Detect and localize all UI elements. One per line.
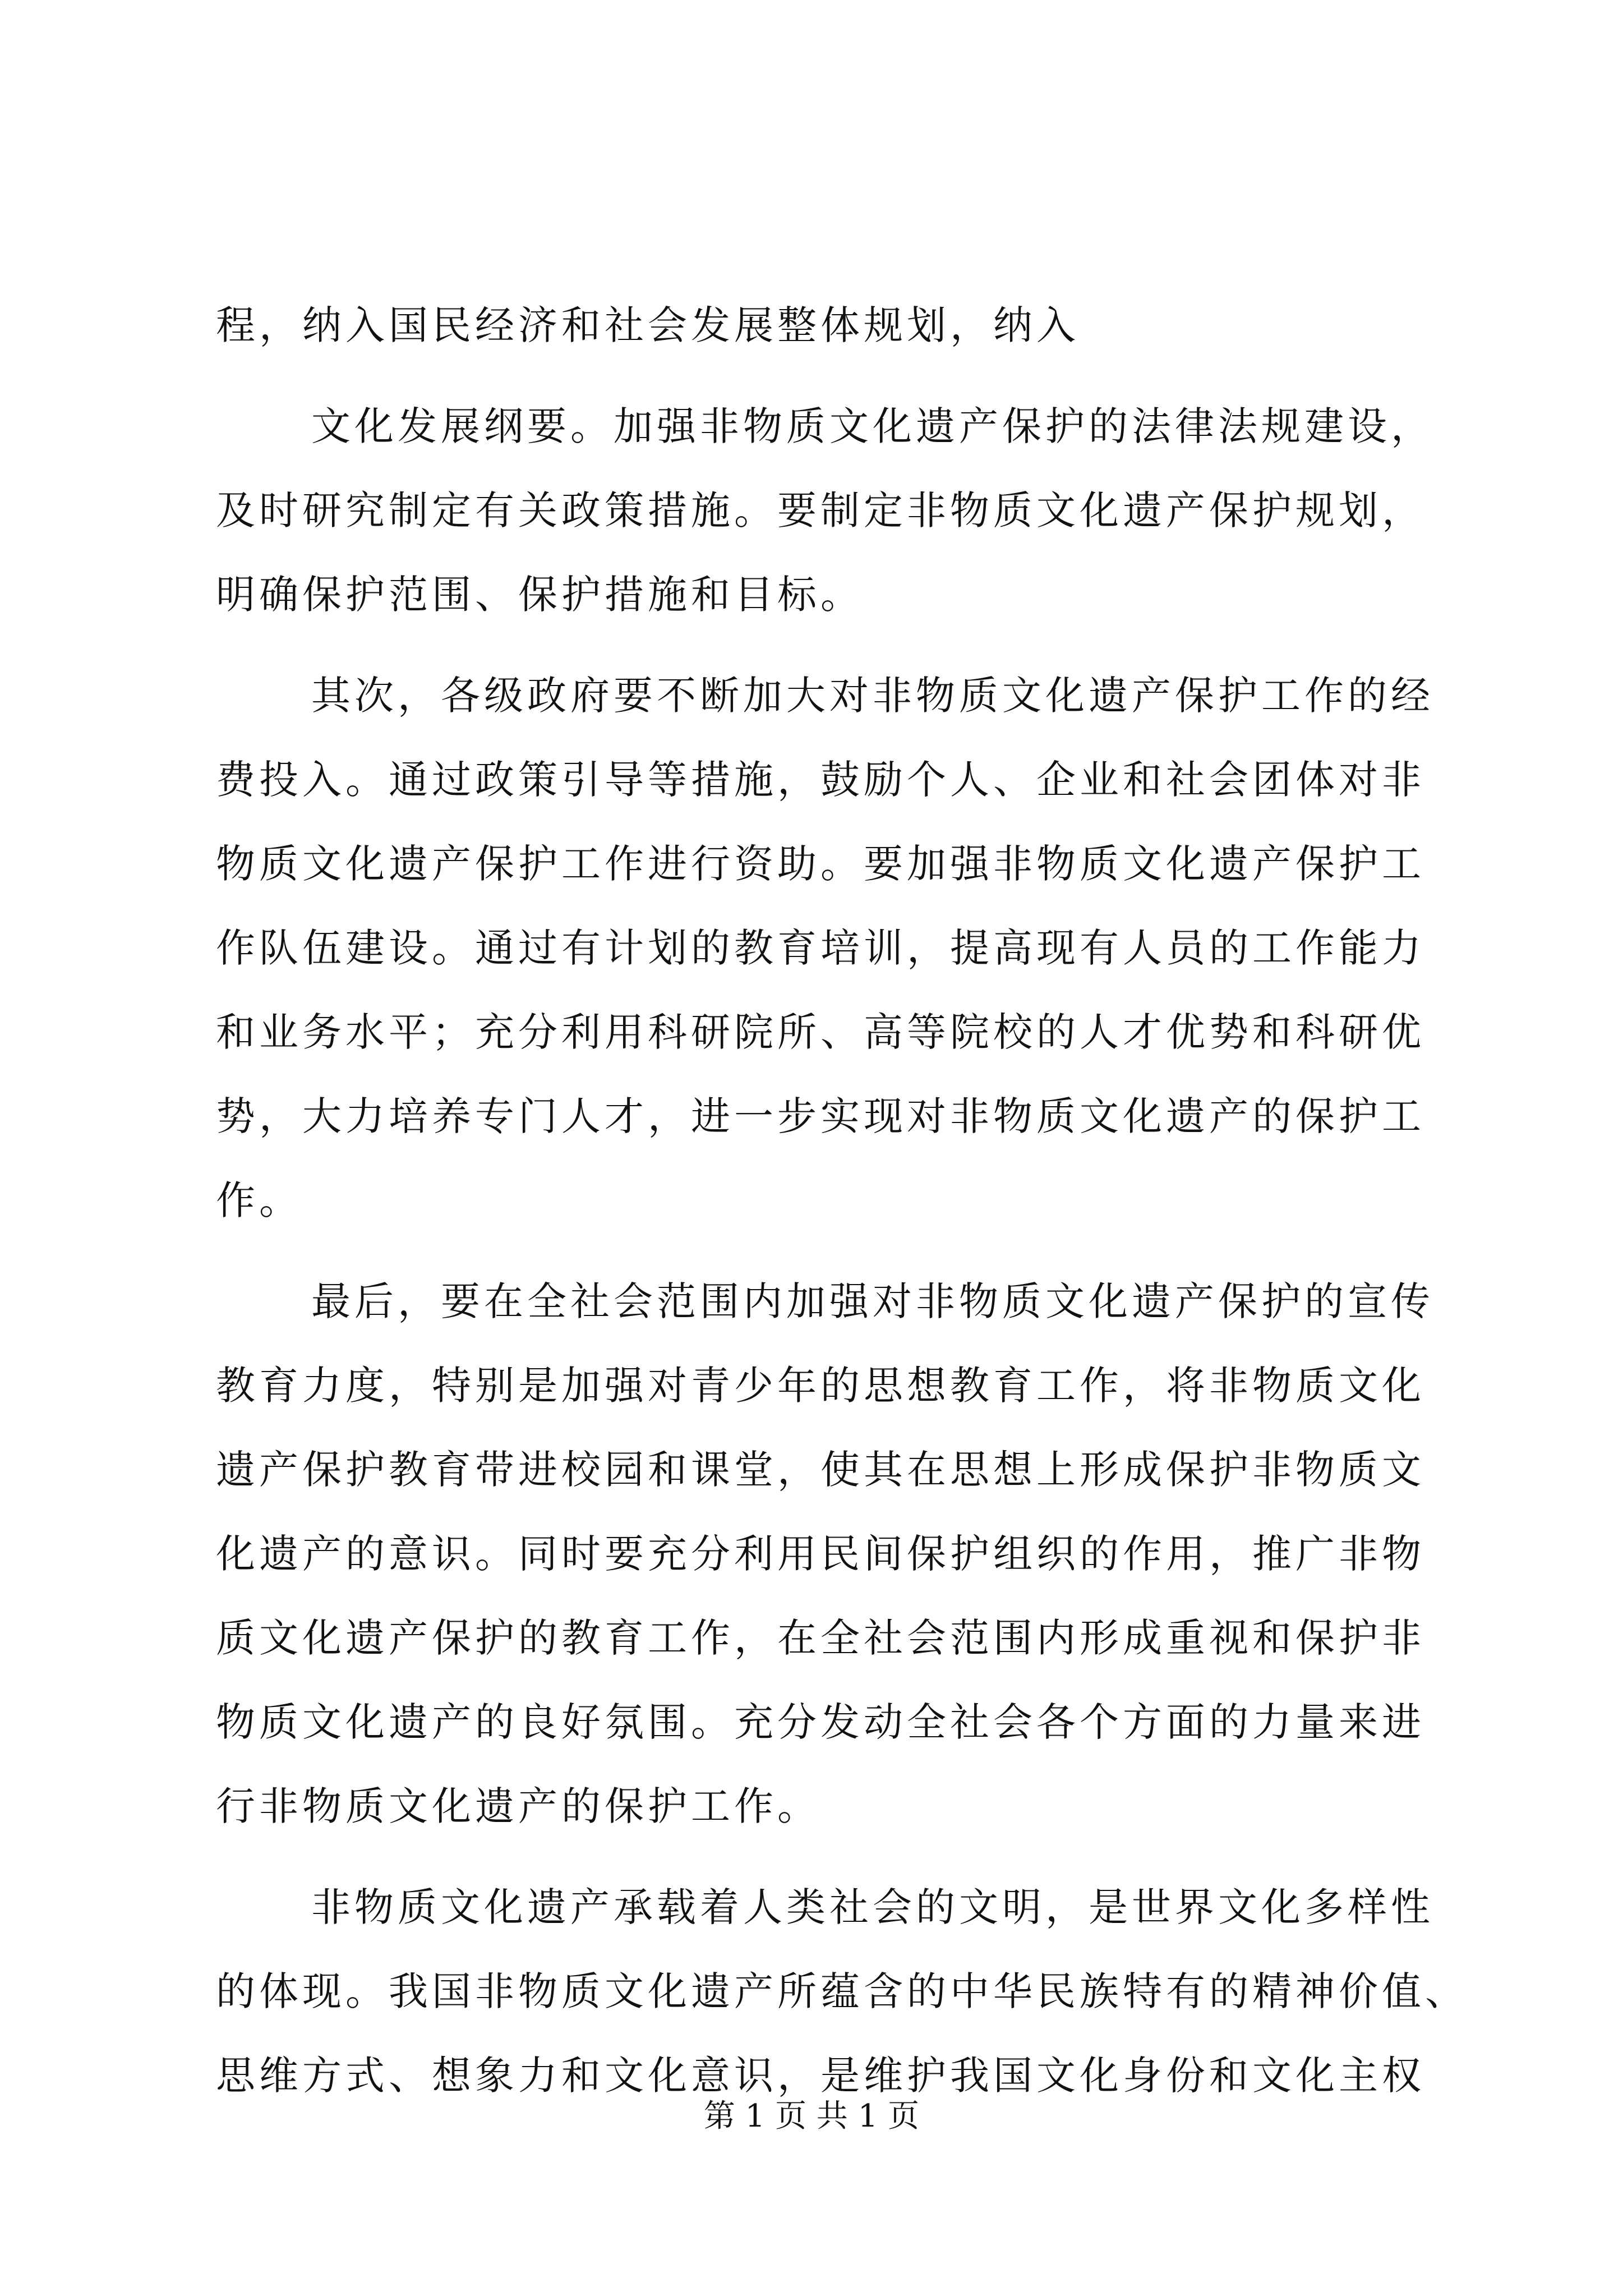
paragraph xyxy=(216,654,1434,1243)
text-line: 势，大力培养专门人才，进一步实现对非物质文化遗产的保护工 xyxy=(216,1093,1425,1139)
text-line: 思维方式、想象力和文化意识，是维护我国文化身份和文化主权 xyxy=(216,2053,1425,2099)
text-line: 行非物质文化遗产的保护工作。 xyxy=(216,1783,820,1829)
text-line: 作。 xyxy=(216,1177,302,1223)
text-line: 最后，要在全社会范围内加强对非物质文化遗产保护的宣传 xyxy=(311,1278,1434,1324)
text-line: 和业务水平；充分利用科研院所、高等院校的人才优势和科研优 xyxy=(216,1009,1425,1055)
paragraph xyxy=(216,384,1434,637)
text-line: 费投入。通过政策引导等措施，鼓励个人、企业和社会团体对非 xyxy=(216,757,1425,803)
text-line: 物质文化遗产的良好氛围。充分发动全社会各个方面的力量来进 xyxy=(216,1699,1425,1745)
text-line: 化遗产的意识。同时要充分利用民间保护组织的作用，推广非物 xyxy=(216,1531,1425,1577)
page-footer: 第 1 页 共 1 页 xyxy=(703,2098,920,2134)
text-line: 程，纳入国民经济和社会发展整体规划，纳入 xyxy=(216,302,1080,348)
text-line: 教育力度，特别是加强对青少年的思想教育工作，将非物质文化 xyxy=(216,1363,1425,1409)
text-line: 及时研究制定有关政策措施。要制定非物质文化遗产保护规划， xyxy=(216,487,1425,533)
text-line: 的体现。我国非物质文化遗产所蕴含的中华民族特有的精神价值、 xyxy=(216,1968,1468,2014)
body-text xyxy=(216,283,1468,2118)
text-line: 作队伍建设。通过有计划的教育培训，提高现有人员的工作能力 xyxy=(216,925,1425,971)
text-line: 其次，各级政府要不断加大对非物质文化遗产保护工作的经 xyxy=(311,673,1434,719)
text-line: 非物质文化遗产承载着人类社会的文明，是世界文化多样性 xyxy=(311,1884,1434,1930)
paragraph xyxy=(216,283,1422,367)
text-line: 遗产保护教育带进校园和课堂，使其在思想上形成保护非物质文 xyxy=(216,1447,1425,1493)
text-line: 物质文化遗产保护工作进行资助。要加强非物质文化遗产保护工 xyxy=(216,841,1425,887)
text-line: 文化发展纲要。加强非物质文化遗产保护的法律法规建设， xyxy=(311,403,1434,449)
text-line: 质文化遗产保护的教育工作，在全社会范围内形成重视和保护非 xyxy=(216,1615,1425,1661)
paragraph xyxy=(216,1259,1434,1848)
text-line: 明确保护范围、保护措施和目标。 xyxy=(216,572,864,618)
paragraph xyxy=(216,1865,1468,2118)
